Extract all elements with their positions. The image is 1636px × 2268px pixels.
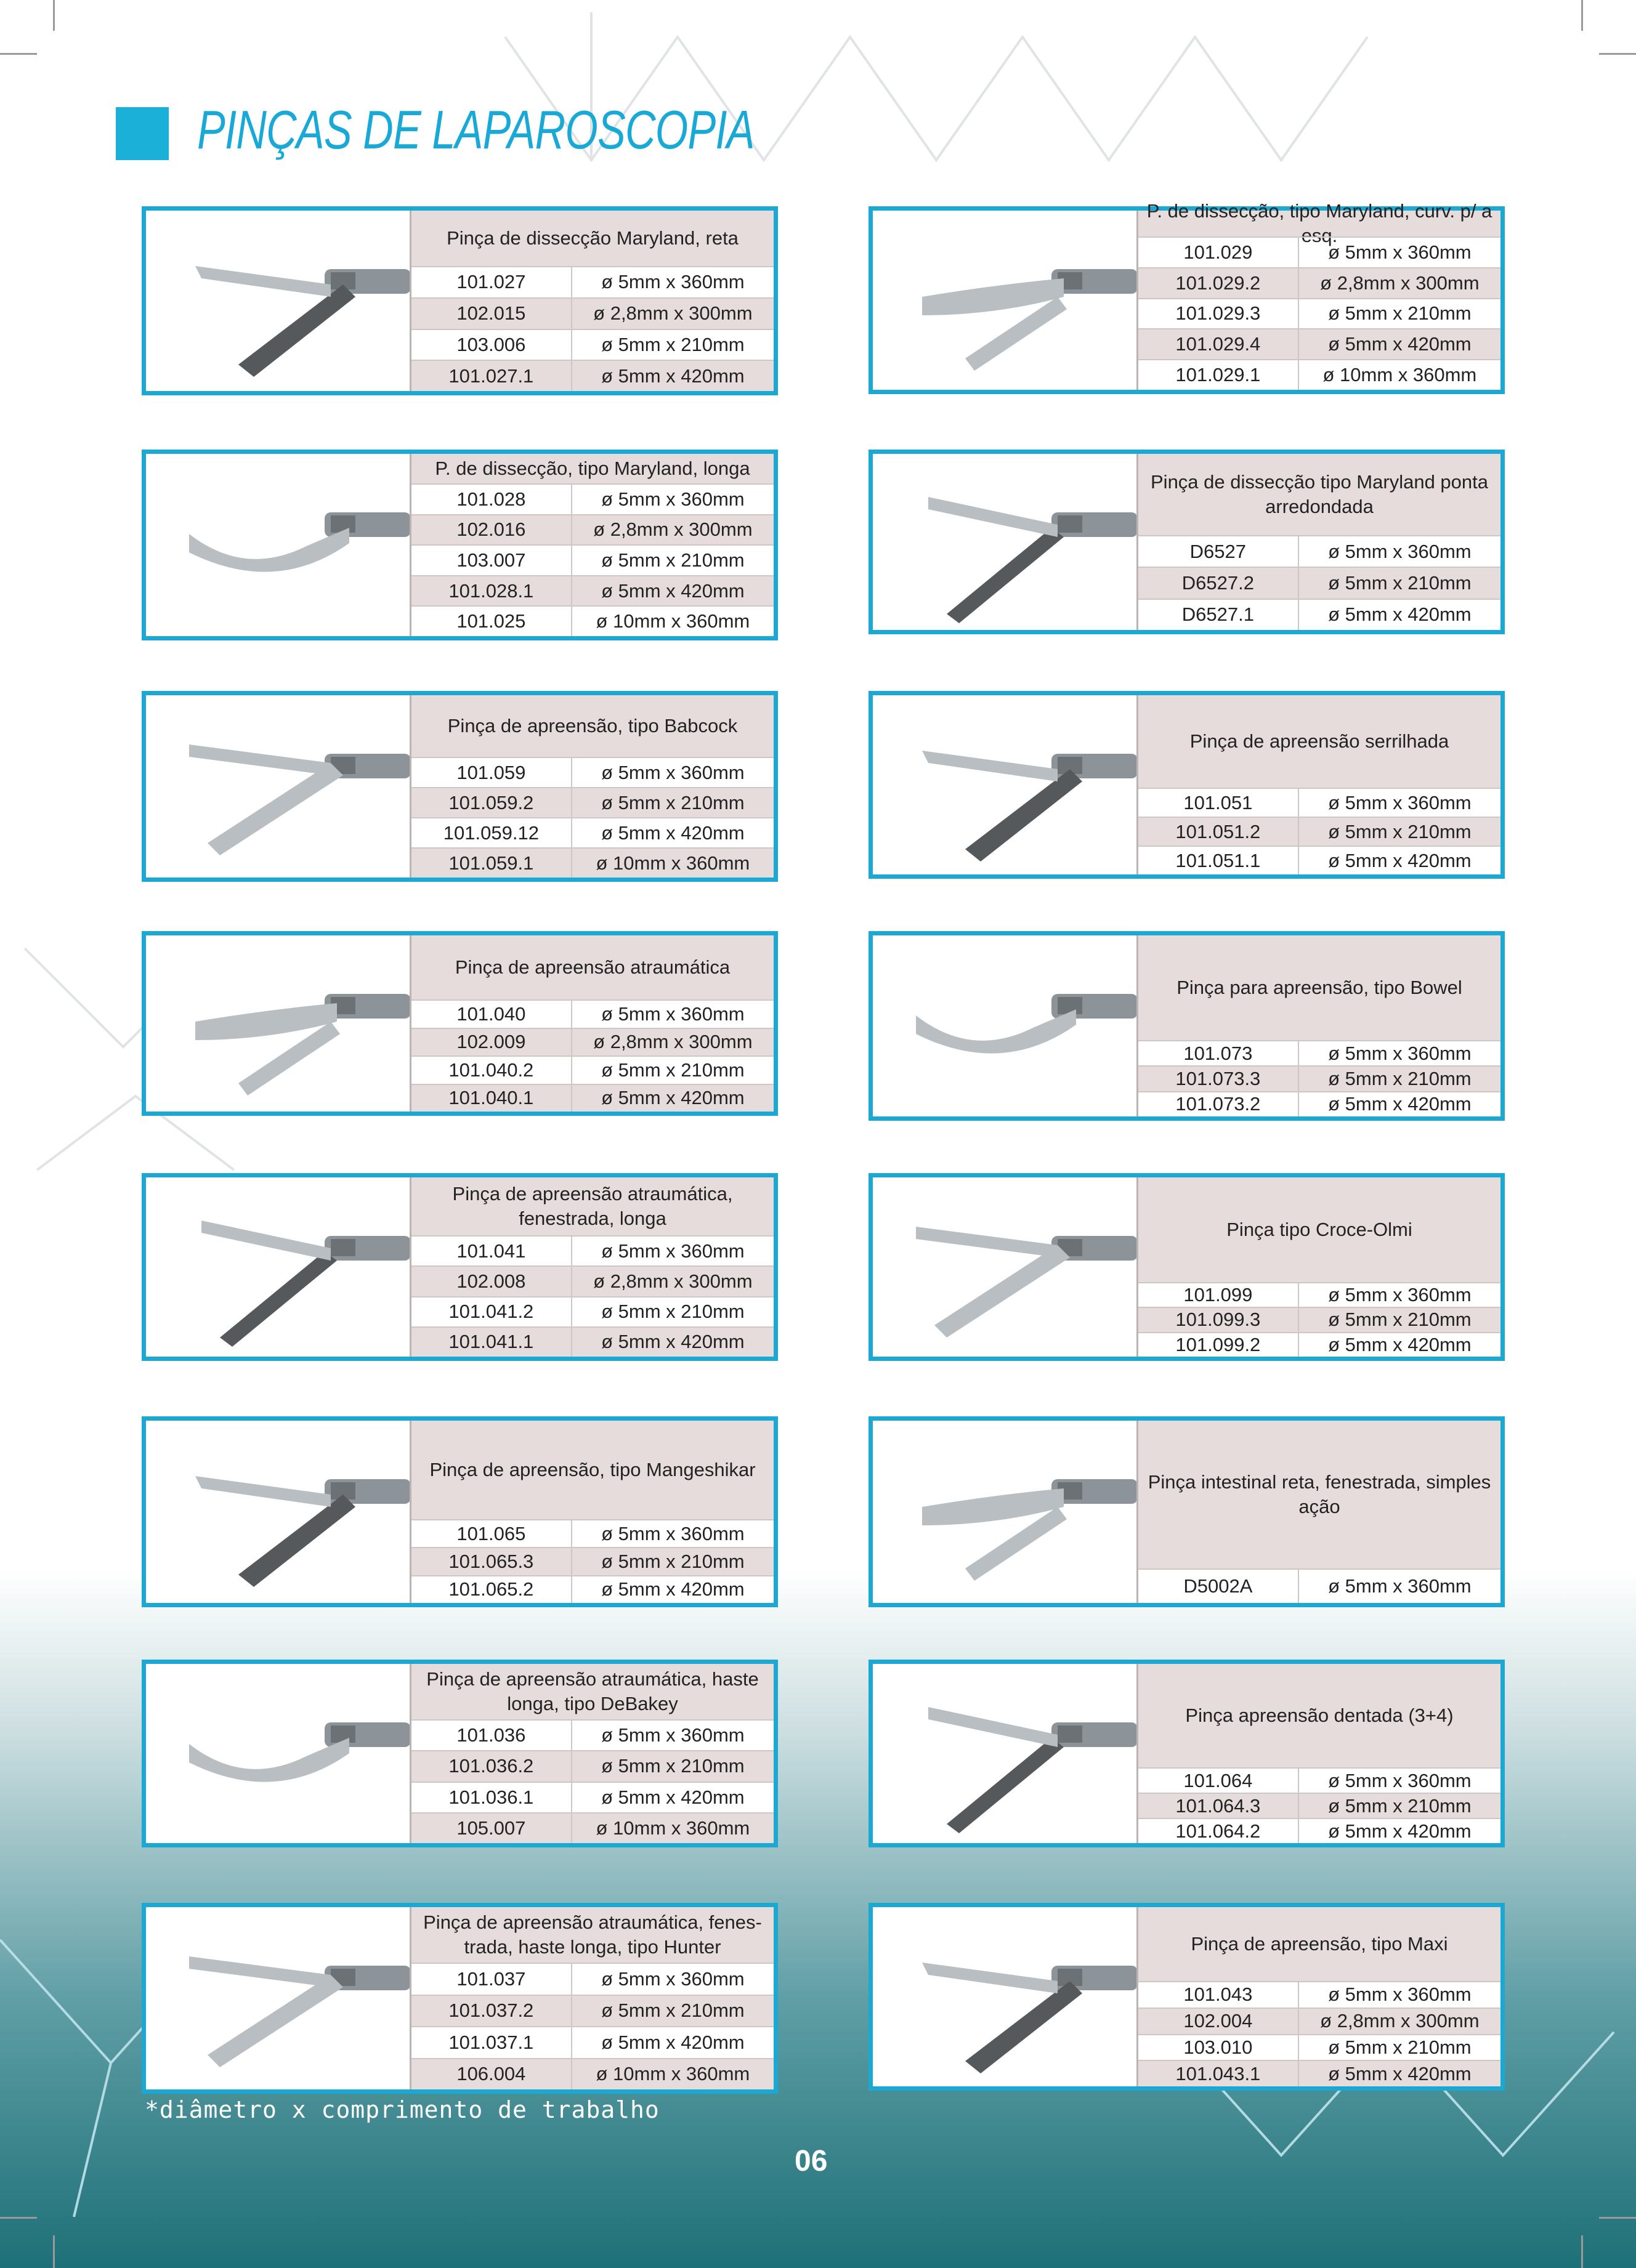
product-card [142, 206, 778, 395]
product-dimension: ø 5mm x 420mm [601, 821, 745, 844]
product-spec-table [410, 1907, 774, 2089]
product-dimension: ø 5mm x 360mm [1328, 1575, 1472, 1597]
product-dimension: ø 2,8mm x 300mm [593, 302, 753, 325]
product-spec-table [1136, 1907, 1500, 2086]
product-dimension: ø 5mm x 360mm [601, 761, 745, 783]
spec-row [411, 999, 774, 1028]
spec-row [1138, 1307, 1500, 1331]
spec-row [411, 575, 774, 606]
crop-mark [1581, 2235, 1583, 2268]
product-dimension: ø 5mm x 210mm [1328, 571, 1472, 594]
spec-row [411, 1519, 774, 1547]
spec-row [1138, 1065, 1500, 1091]
spec-row [1138, 1332, 1500, 1357]
instrument-image [873, 1177, 1136, 1357]
spec-row [411, 847, 774, 878]
product-dimension: ø 5mm x 420mm [601, 1087, 745, 1109]
product-spec-table [1136, 695, 1500, 874]
product-dimension: ø 5mm x 360mm [601, 488, 745, 510]
product-dimension: ø 5mm x 210mm [601, 1059, 745, 1081]
product-code: 101.059.1 [411, 849, 572, 878]
product-code: 101.040.2 [411, 1057, 572, 1084]
spec-row [411, 1235, 774, 1265]
spec-row [411, 360, 774, 391]
product-dimension: ø 5mm x 210mm [1328, 1067, 1472, 1089]
page-number: 06 [795, 2145, 828, 2177]
instrument-image [146, 1421, 410, 1603]
product-dimension: ø 5mm x 420mm [1328, 2062, 1472, 2084]
product-dimension: ø 5mm x 420mm [1328, 1820, 1472, 1842]
product-dimension: ø 5mm x 360mm [1328, 241, 1472, 263]
product-dimension: ø 5mm x 210mm [1328, 1309, 1472, 1331]
product-name: Pinça tipo Croce-Olmi [1138, 1177, 1500, 1282]
spec-row [411, 605, 774, 636]
instrument-image [146, 935, 410, 1112]
product-code: 101.064.3 [1138, 1794, 1299, 1818]
product-code: 101.073.2 [1138, 1092, 1299, 1116]
instrument-image [146, 1664, 410, 1843]
product-code: D6527 [1138, 536, 1299, 567]
product-dimension: ø 5mm x 360mm [1328, 1042, 1472, 1064]
product-code: 102.009 [411, 1029, 572, 1056]
product-code: 102.008 [411, 1267, 572, 1296]
product-dimension: ø 5mm x 420mm [1328, 849, 1472, 871]
product-name: Pinça apreensão dentada (3+4) [1138, 1664, 1500, 1767]
crop-mark [53, 2235, 55, 2268]
product-dimension: ø 5mm x 360mm [601, 1240, 745, 1262]
product-card [869, 200, 1505, 394]
product-name: Pinça de apreensão, tipo Babcock [411, 695, 774, 757]
product-name: Pinça de apreensão atraumática, fenestrada, longa [411, 1177, 774, 1235]
product-code: 101.073.3 [1138, 1067, 1299, 1091]
product-card [142, 931, 778, 1116]
product-name: P. de dissecção, tipo Maryland, curv. p/ a esq. [1138, 211, 1500, 236]
spec-row [411, 1296, 774, 1326]
spec-row [411, 1084, 774, 1112]
product-code: 101.065.3 [411, 1548, 572, 1575]
spec-row [411, 1575, 774, 1603]
product-dimension: ø 10mm x 360mm [596, 1817, 750, 1839]
spec-row [1138, 2034, 1500, 2060]
product-name: Pinça para apreensão, tipo Bowel [1138, 935, 1500, 1040]
spec-row [1138, 1040, 1500, 1065]
product-name: Pinça de apreensão, tipo Maxi [1138, 1907, 1500, 1981]
product-dimension: ø 5mm x 210mm [1328, 2036, 1472, 2058]
product-code: 101.027 [411, 267, 572, 297]
product-code: 101.025 [411, 607, 572, 636]
product-dimension: ø 5mm x 210mm [601, 333, 745, 355]
product-card [142, 450, 778, 640]
instrument-image [873, 935, 1136, 1116]
product-dimension: ø 5mm x 210mm [601, 1755, 745, 1777]
crop-mark [1581, 0, 1583, 31]
crop-mark [1599, 2217, 1636, 2219]
spec-row [411, 2058, 774, 2090]
product-dimension: ø 5mm x 360mm [601, 1003, 745, 1025]
product-name: Pinça de apreensão atraumática [411, 935, 774, 999]
product-code: 101.036 [411, 1721, 572, 1750]
product-spec-table [1136, 935, 1500, 1116]
instrument-image [146, 211, 410, 391]
product-dimension: ø 5mm x 360mm [601, 1967, 745, 1990]
product-spec-table [410, 211, 774, 391]
product-code: 101.029 [1138, 238, 1299, 267]
product-spec-table [410, 1421, 774, 1603]
spec-row [411, 544, 774, 575]
spec-row [411, 1055, 774, 1084]
instrument-image [873, 1664, 1136, 1843]
title-marker [116, 107, 169, 160]
product-code: 101.043 [1138, 1982, 1299, 2008]
product-dimension: ø 5mm x 420mm [601, 1331, 745, 1353]
crop-mark [1599, 53, 1636, 55]
product-card [142, 1660, 778, 1847]
product-dimension: ø 5mm x 210mm [601, 2000, 745, 2022]
product-spec-table [1136, 200, 1500, 390]
product-code: D5002A [1138, 1570, 1299, 1603]
spec-row [1138, 599, 1500, 630]
spec-row [1138, 1568, 1500, 1603]
crop-mark [0, 2217, 37, 2219]
spec-row [411, 483, 774, 514]
spec-row [1138, 845, 1500, 874]
product-code: 101.029.3 [1138, 299, 1299, 329]
spec-row [411, 1028, 774, 1056]
product-dimension: ø 5mm x 420mm [1328, 333, 1472, 355]
crop-mark [0, 53, 37, 55]
product-code: 101.041 [411, 1237, 572, 1265]
spec-row [1138, 1981, 1500, 2008]
product-dimension: ø 10mm x 360mm [596, 2063, 750, 2085]
product-code: 103.007 [411, 546, 572, 575]
product-dimension: ø 5mm x 420mm [601, 1578, 745, 1600]
product-code: 101.036.1 [411, 1783, 572, 1812]
spec-row [1138, 1282, 1500, 1307]
product-code: 101.041.2 [411, 1297, 572, 1326]
product-code: 101.059 [411, 758, 572, 787]
product-code: 102.004 [1138, 2009, 1299, 2034]
spec-row [411, 329, 774, 360]
spec-row [411, 1750, 774, 1781]
product-name: P. de dissecção, tipo Maryland, longa [411, 454, 774, 483]
spec-row [411, 1547, 774, 1575]
spec-row [1138, 2008, 1500, 2034]
product-dimension: ø 2,8mm x 300mm [1320, 272, 1480, 294]
product-dimension: ø 5mm x 210mm [601, 1301, 745, 1323]
product-name: Pinça de dissecção Maryland, reta [411, 211, 774, 266]
product-code: 101.065 [411, 1520, 572, 1547]
product-dimension: ø 5mm x 420mm [601, 1786, 745, 1808]
spec-row [1138, 236, 1500, 267]
product-code: 101.051 [1138, 789, 1299, 817]
product-card [869, 1173, 1505, 1361]
product-spec-table [410, 695, 774, 878]
product-dimension: ø 5mm x 420mm [601, 365, 745, 387]
product-dimension: ø 5mm x 210mm [601, 549, 745, 571]
instrument-image [873, 454, 1136, 630]
spec-row [1138, 359, 1500, 390]
instrument-image [873, 1421, 1136, 1603]
product-spec-table [1136, 1177, 1500, 1357]
product-code: 101.029.2 [1138, 268, 1299, 298]
product-code: 101.064.2 [1138, 1819, 1299, 1843]
product-dimension: ø 5mm x 360mm [1328, 1983, 1472, 2006]
instrument-image [146, 695, 410, 878]
product-code: 101.037.2 [411, 1996, 572, 2027]
product-code: 101.059.2 [411, 788, 572, 817]
product-card [869, 1416, 1505, 1607]
product-code: 101.037 [411, 1964, 572, 1995]
product-name: Pinça de apreensão serrilhada [1138, 695, 1500, 788]
product-dimension: ø 5mm x 420mm [1328, 603, 1472, 626]
product-dimension: ø 5mm x 360mm [1328, 791, 1472, 813]
product-code: 101.099.3 [1138, 1308, 1299, 1331]
product-dimension: ø 2,8mm x 300mm [593, 1270, 753, 1292]
product-code: 101.029.4 [1138, 329, 1299, 359]
product-code: 103.006 [411, 330, 572, 360]
product-code: 103.010 [1138, 2035, 1299, 2060]
product-dimension: ø 5mm x 420mm [1328, 1093, 1472, 1115]
instrument-image [146, 1907, 410, 2089]
spec-row [411, 1995, 774, 2027]
product-code: 101.028.1 [411, 576, 572, 606]
crop-mark [53, 0, 55, 31]
product-card [142, 691, 778, 882]
product-name: Pinça de apreensão, tipo Mangeshikar [411, 1421, 774, 1519]
instrument-image [146, 1177, 410, 1357]
product-code: 105.007 [411, 1814, 572, 1843]
product-code: 101.051.1 [1138, 847, 1299, 874]
spec-row [1138, 267, 1500, 298]
product-name: Pinça de dissecção tipo Maryland ponta arredondada [1138, 454, 1500, 535]
product-code: D6527.2 [1138, 568, 1299, 598]
spec-row [411, 1782, 774, 1812]
spec-row [411, 1719, 774, 1750]
product-code: 101.065.2 [411, 1576, 572, 1603]
product-code: 101.027.1 [411, 361, 572, 391]
product-code: 101.064 [1138, 1769, 1299, 1793]
product-dimension: ø 2,8mm x 300mm [593, 519, 753, 541]
instrument-image [873, 1907, 1136, 2086]
product-name: Pinça intestinal reta, fenestrada, simples ação [1138, 1421, 1500, 1568]
product-card [869, 931, 1505, 1121]
product-code: 101.040 [411, 1001, 572, 1028]
product-spec-table [410, 1177, 774, 1357]
spec-row [1138, 298, 1500, 329]
instrument-image [146, 454, 410, 636]
spec-row [1138, 1793, 1500, 1818]
spec-row [1138, 535, 1500, 567]
product-dimension: ø 5mm x 210mm [1328, 1794, 1472, 1817]
product-code: 106.004 [411, 2059, 572, 2090]
spec-row [411, 266, 774, 297]
product-card [142, 1903, 778, 2094]
product-name: Pinça de apreensão atraumática, haste longa, tipo DeBakey [411, 1664, 774, 1719]
product-spec-table [1136, 1664, 1500, 1843]
product-dimension: ø 5mm x 210mm [601, 791, 745, 813]
product-code: 101.099 [1138, 1283, 1299, 1307]
product-card [869, 691, 1505, 879]
product-spec-table [410, 935, 774, 1112]
product-code: 101.028 [411, 485, 572, 514]
spec-row [411, 297, 774, 329]
spec-row [411, 1326, 774, 1357]
product-code: 101.029.1 [1138, 360, 1299, 390]
spec-row [1138, 788, 1500, 817]
product-dimension: ø 2,8mm x 300mm [593, 1031, 753, 1053]
spec-row [411, 757, 774, 787]
product-card [869, 1903, 1505, 2091]
spec-row [411, 2026, 774, 2058]
product-card [869, 1660, 1505, 1847]
product-card [142, 1173, 778, 1361]
product-card [142, 1416, 778, 1607]
spec-row [411, 1265, 774, 1296]
product-dimension: ø 5mm x 360mm [601, 1724, 745, 1746]
product-dimension: ø 10mm x 360mm [596, 610, 750, 632]
spec-row [1138, 1767, 1500, 1793]
product-dimension: ø 5mm x 420mm [1328, 1333, 1472, 1355]
product-code: 101.099.2 [1138, 1333, 1299, 1357]
product-code: 101.059.12 [411, 818, 572, 847]
footnote: *diâmetro x comprimento de trabalho [145, 2096, 660, 2123]
spec-row [411, 514, 774, 545]
product-code: 102.016 [411, 515, 572, 545]
product-dimension: ø 5mm x 360mm [1328, 1769, 1472, 1791]
product-code: 101.036.2 [411, 1751, 572, 1781]
product-spec-table [410, 1664, 774, 1843]
product-dimension: ø 2,8mm x 300mm [1320, 2010, 1480, 2032]
product-code: 101.040.1 [411, 1085, 572, 1112]
product-dimension: ø 5mm x 210mm [1328, 302, 1472, 325]
spec-row [1138, 567, 1500, 598]
product-dimension: ø 10mm x 360mm [596, 852, 750, 874]
product-spec-table [1136, 454, 1500, 630]
product-dimension: ø 5mm x 210mm [1328, 820, 1472, 842]
product-code: 101.051.2 [1138, 818, 1299, 845]
product-code: 101.041.1 [411, 1328, 572, 1357]
product-dimension: ø 5mm x 360mm [1328, 540, 1472, 562]
product-code: 101.073 [1138, 1041, 1299, 1065]
product-code: D6527.1 [1138, 600, 1299, 630]
instrument-image [873, 695, 1136, 874]
spec-row [411, 1812, 774, 1843]
spec-row [1138, 328, 1500, 359]
page-title: PINÇAS DE LAPAROSCOPIA [197, 99, 755, 160]
spec-row [1138, 1091, 1500, 1116]
product-spec-table [410, 454, 774, 636]
product-dimension: ø 5mm x 420mm [601, 2031, 745, 2053]
spec-row [1138, 2060, 1500, 2086]
product-dimension: ø 5mm x 360mm [1328, 1284, 1472, 1306]
product-code: 102.015 [411, 299, 572, 329]
instrument-image [873, 211, 1136, 390]
product-dimension: ø 5mm x 360mm [601, 271, 745, 293]
product-spec-table [1136, 1421, 1500, 1603]
product-code: 101.037.1 [411, 2027, 572, 2058]
spec-row [1138, 817, 1500, 845]
product-dimension: ø 10mm x 360mm [1322, 364, 1477, 386]
product-dimension: ø 5mm x 210mm [601, 1550, 745, 1572]
product-code: 101.043.1 [1138, 2061, 1299, 2086]
product-dimension: ø 5mm x 420mm [601, 579, 745, 602]
product-card [869, 450, 1505, 634]
spec-row [411, 817, 774, 847]
product-name: Pinça de apreensão atraumática, fenes-trada, haste longa, tipo Hunter [411, 1907, 774, 1963]
spec-row [1138, 1818, 1500, 1843]
spec-row [411, 787, 774, 817]
product-dimension: ø 5mm x 360mm [601, 1522, 745, 1544]
spec-row [411, 1963, 774, 1995]
